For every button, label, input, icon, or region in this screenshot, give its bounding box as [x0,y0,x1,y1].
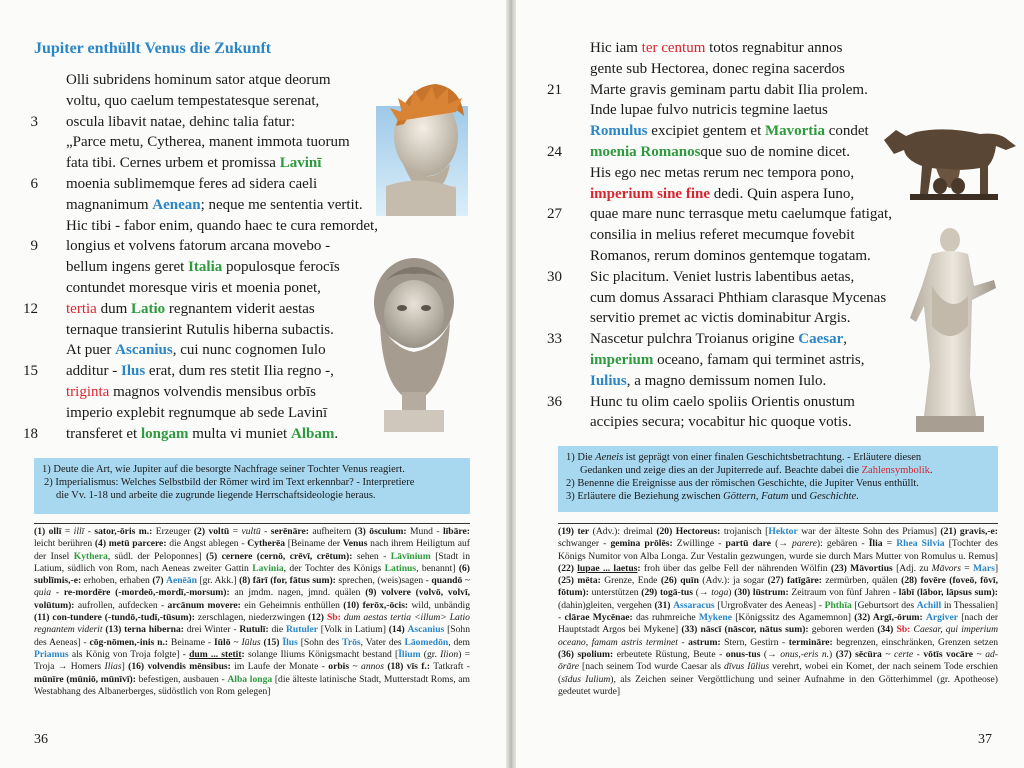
verse-text: Hunc tu olim caelo spoliis Orientis onustum [590,393,855,410]
verse-text: „Parce metu, Cytherea, manent immota tuorum [66,134,350,151]
verse-text: accipies secura; vocabitur hic quoque votis. [590,414,852,431]
verse-text: moenia sublimemque feres ad sidera caeli [66,176,318,192]
task-line: 3) Erläutere die Beziehung zwischen Göttern, Fatum und Geschichte. [566,491,859,502]
task-line: 1) Die Aeneis ist geprägt von einer finalen Geschichtsbetrachtung. - Erläutere diesen [566,452,922,463]
verse-text: additur - Ilus erat, dum res stetit Ilia regno -, [66,363,334,380]
divider [34,523,470,524]
verse-text: Romulus excipiet gentem et Mavortia condet [590,123,869,140]
verse-text: Hic iam ter centum totos regnabitur annos [590,40,843,56]
verse-text: fata tibi. Cernes urbem et promissa Lavinī [66,155,322,172]
task-line: 1) Deute die Art, wie Jupiter auf die besorgte Nachfrage seiner Tochter Venus reagiert. [42,464,405,475]
verse-text: oscula libavit natae, dehinc talia fatur: [66,113,296,130]
verse-text: gente sub Hectorea, donec regina sacerdos [590,60,845,77]
verse-number: 9 [30,238,38,255]
page-number: 36 [34,732,48,747]
laurel-bust-image [376,66,468,216]
verse-text: Sic placitum. Veniet lustris labentibus aetas, [590,268,855,285]
verse-text: Marte gravis geminam partu dabit Ilia prolem. [590,81,868,98]
notes-text: (1) ollī = illī - sator,-ōris m.: Erzeuger (2) voltū = vultū - serēnāre: aufheitern (3) ōsculum: Mund - lībāre: leicht berühren (4) metū parcere: die Angst ablegen - Cytherēa [Beiname der Venus nach ihrem Heiligtum auf der Insel Kythera, südl. der Peloponnes] (5) cernere (cernō, crēvī, crētum): sehen - Lāvīnium [Stadt in Latium, südlich von Rom, nach Aeneas zweiter Gattin Lavinia, der Tochter des Königs Latinus, benannt] (6) sublīmis,-e: erhoben, erhaben (7) Aenēān [gr. Akk.] (8) fārī (for, fātus sum): sprechen, (weis)sagen - quandō ~ quia - re-mordēre (-mordeō,-mordī,-morsum): an jmdm. nagen, jmnd. quälen (9) volvere (volvō, volvī, volūtum): aufrollen, aufdecken - arcānum movere: ein Geheimnis enthüllen (10) ferōx,-ōcis: wild, unbändig (11) con-tundere (-tundō,-tudī,-tūsum): zerschlagen, niederzwingen (12) Sb: dum aestas tertia <illum> Latio regnantem viderit (13) terna hiberna: drei Winter - Rutulī: die Rutuler [Volk in Latium] (14) Ascanius [Sohn des Aeneas] - cōg-nōmen,-inis n.: Beiname - Iūlō ~ Iūlus (15) Īlus [Sohn des Trōs, Vater des Lāomedōn, dem Priamus als König von Troja folgte] - dum ... stetit: solange Iliums Königsmacht bestand [Īlium (gr. Ilion) = Troja → Homers Ilias] (16) volvendis mēnsibus: im Laufe der Monate - orbis ~ annos (18) vīs f.: Tatkraft - mūnīre (mūniō, mūnīvī): befestigen, ausbauen - Alba longa [die älteste latinische Stadt, Mutterstadt Roms, am Westabhang des Albanerberges, südöstlich von Rom gelegen] [34,526,471,697]
she-wolf-image [876,110,1020,200]
verse-number: 36 [547,393,562,410]
verse-text: bellum ingens geret Italia populosque ferocīs [66,259,340,276]
vocabulary-notes [558,523,998,698]
verse-number: 12 [23,300,38,317]
page-number: 37 [978,732,992,747]
verse-text: magnanimum Aenean; neque me sententia vertit. [66,196,363,213]
task-line: 2) Imperialismus: Welches Selbstbild der Römer wird im Text erkennbar? - Interpretiere [44,477,415,488]
verse-text: tertia dum Latio regnantem viderit aestas [66,300,315,317]
verse-text: Hic tibi - fabor enim, quando haec te cura remordet, [66,217,378,234]
vocabulary-notes [34,523,470,698]
verse-number: 21 [547,81,562,98]
verse-number: 3 [30,113,38,130]
task-box [34,458,470,514]
verse-text: servitio premet ac victis dominabitur Argis. [590,310,851,327]
verse-number: 15 [23,363,38,380]
task-line: Gedanken und zeige dies an der Jupiterrede auf. Beachte dabei die Zahlensymbolik. [580,465,933,476]
notes-text: (19) ter (Adv.): dreimal (20) Hectoreus: trojanisch [Hektor war der älteste Sohn des Priamus] (21) gravis,-e: schwanger - gemina prōlēs: Zwillinge - partū dare (→ parere): gebären - Īlia = Rhea Silvia [Tochter des Königs Numitor von Alba Longa. Zur Vestalin gezwungen, wurde sie durch Mars Mutter von Romulus u. Remus] (22) lupae ... laetus: froh über das gelbe Fell der nährenden Wölfin (23) Māvortius [Adj. zu Māvors = Mars] (25) mēta: Grenze, Ende (26) quīn (Adv.): ja sogar (27) fatīgāre: zermürben, quälen (28) fovēre (foveō, fōvī, fōtum): unterstützen (29) togā-tus (→ toga) (30) lūstrum: Zeitraum von fünf Jahren - lābī (lābor, lāpsus sum): (dahin)gleiten, vergehen (31) Assaracus [Urgroßvater des Aeneas] - Phthīa [Geburtsort des Achill in Thessalien] - clārae Mycēnae: das ruhmreiche Mykene [Königssitz des Agamemnon] (32) Argī,-ōrum: Argiver [nach der Hauptstadt Argos bei Mykene] (33) nāscī (nāscor, nātus sum): geboren werden (34) Sb: Caesar, qui imperium oceano, famam astris terminet - astrum: Stern, Gestirn - termināre: begrenzen, einschränken, Grenzen setzen (36) spolium: erbeutete Rüstung, Beute - onus-tus (→ onus,-eris n.) (37) sēcūra ~ certe - vōtīs vocāre ~ ad-ōrāre [nach seinem Tod wurde Caesar als dīvus Iūlius verehrt, wobei ein Komet, der nach seinem Tode erschien (sīdus Iulium), als Zeichen seiner Vergöttlichung und seiner Aufnahme in den Götterhimmel (gr. Apotheose) gedeutet wurde] [558,526,999,697]
verse-text: Nascetur pulchra Troianus origine Caesar, [590,331,848,348]
verse-text: transferet et longam multa vi muniet Albam. [66,425,339,442]
divider [558,523,998,524]
verse-number: 27 [547,206,562,223]
task-box [558,446,998,512]
highlight-zahlensymbolik: Zahlensymbolik [861,465,930,476]
caesar-statue-image [902,226,998,432]
verse-text: imperio explebit regnumque ab sede Lavinī [66,404,328,421]
verse-text: Inde lupae fulvo nutricis tegmine laetus [590,102,828,119]
verse-text: contundet moresque viris et moenia ponet, [66,280,321,296]
verse-text: imperium oceano, famam qui terminet astris, [590,352,865,368]
right-page [516,0,1024,768]
verse-text: voltu, quo caelum tempestatesque serenat, [66,92,320,109]
page-title: Jupiter enthüllt Venus die Zukunft [34,40,272,57]
verse-number: 18 [23,425,38,442]
verse-text: quae mare nunc terrasque metu caelumque fatigat, [590,206,892,223]
task-line: die Vv. 1-18 und arbeite die zugrunde liegende Herrschaftsideologie heraus. [56,490,376,501]
verse-text: Iulius, a magno demissum nomen Iulo. [590,372,827,389]
verse-text: longius et volvens fatorum arcana movebo - [66,238,331,255]
verse-text: cum domus Assaraci Phthiam clarasque Mycenas [590,289,887,306]
verse-text: Romanos, rerum dominos gentemque togatam. [590,248,871,264]
verse-number: 6 [30,176,38,192]
verse-number: 33 [547,331,562,348]
verse-number: 24 [547,144,562,160]
verse-text: Olli subridens hominum sator atque deorum [66,72,331,88]
verse-text: triginta magnos volvendis mensibus orbīs [66,384,316,400]
bearded-bust-image [362,252,466,432]
task-line: 2) Benenne die Ereignisse aus der römischen Geschichte, die Jupiter Venus enthüllt. [566,478,919,489]
left-page [0,0,508,768]
verse-text: imperium sine fine dedi. Quin aspera Iuno, [590,185,855,202]
verse-text: His ego nec metas rerum nec tempora pono, [590,164,855,181]
verse-text: At puer Ascanius, cui nunc cognomen Iulo [66,342,326,359]
verse-number: 30 [547,268,562,285]
verse-text: moenia Romanosque suo de nomine dicet. [590,144,850,160]
verse-text: ternaque transierint Rutulis hiberna subactis. [66,321,334,338]
verse-text: consilia in melius referet mecumque fovebit [590,227,855,244]
